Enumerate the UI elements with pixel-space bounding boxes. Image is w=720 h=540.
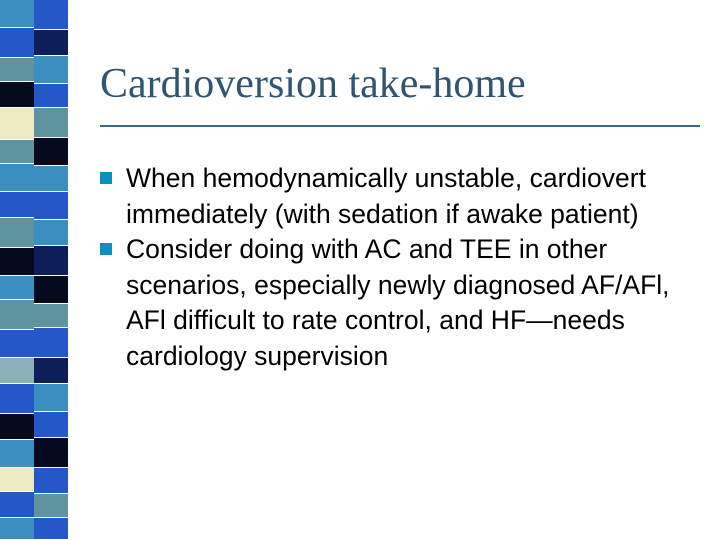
strip-block bbox=[0, 108, 34, 140]
strip-block bbox=[34, 108, 68, 138]
slide-title: Cardioversion take-home bbox=[100, 61, 526, 107]
strip-block bbox=[0, 192, 34, 218]
strip-block bbox=[34, 328, 68, 358]
strip-block bbox=[34, 192, 68, 220]
strip-block bbox=[34, 358, 68, 384]
strip-block bbox=[34, 84, 68, 108]
strip-block bbox=[34, 30, 68, 56]
strip-block bbox=[34, 138, 68, 166]
strip-block bbox=[34, 468, 68, 494]
strip-block bbox=[0, 164, 34, 192]
strip-block bbox=[0, 276, 34, 300]
bullet-item bbox=[98, 232, 698, 374]
strip-block bbox=[0, 140, 34, 164]
square-bullet-icon bbox=[100, 172, 112, 184]
strip-block bbox=[0, 330, 34, 358]
bullet-text: Consider doing with AC and TEE in other scenarios, especially newly diagnosed AF/AFl, AFl difficult to rate control, and HF—needs cardiology supervision bbox=[126, 234, 670, 371]
strip-block bbox=[34, 56, 68, 84]
title-underline bbox=[100, 125, 700, 127]
square-bullet-icon bbox=[100, 243, 112, 255]
strip-block bbox=[34, 220, 68, 246]
bullet-text: When hemodynamically unstable, cardiovert immediately (with sedation if awake patient) bbox=[126, 163, 646, 229]
strip-block bbox=[0, 414, 34, 440]
strip-block bbox=[0, 518, 34, 540]
strip-block bbox=[34, 166, 68, 192]
strip-block bbox=[0, 0, 34, 28]
strip-block bbox=[0, 358, 34, 384]
strip-block bbox=[34, 246, 68, 276]
strip-block bbox=[0, 440, 34, 468]
bullet-item bbox=[98, 161, 698, 232]
strip-block bbox=[34, 518, 68, 540]
strip-block bbox=[0, 300, 34, 330]
strip-block bbox=[34, 304, 68, 328]
strip-block bbox=[0, 218, 34, 248]
strip-block bbox=[34, 384, 68, 412]
strip-block bbox=[34, 438, 68, 468]
strip-column-left bbox=[0, 0, 34, 540]
strip-block bbox=[0, 28, 34, 58]
strip-block bbox=[0, 82, 34, 108]
strip-block bbox=[0, 468, 34, 492]
decorative-side-strip bbox=[0, 0, 70, 540]
strip-block bbox=[0, 384, 34, 414]
strip-block bbox=[0, 58, 34, 82]
strip-block bbox=[0, 492, 34, 518]
strip-block bbox=[0, 248, 34, 276]
strip-column-right bbox=[34, 0, 68, 540]
strip-block bbox=[34, 0, 68, 30]
strip-block bbox=[34, 276, 68, 304]
strip-block bbox=[34, 494, 68, 518]
strip-block bbox=[34, 412, 68, 438]
bullet-list bbox=[98, 161, 698, 374]
